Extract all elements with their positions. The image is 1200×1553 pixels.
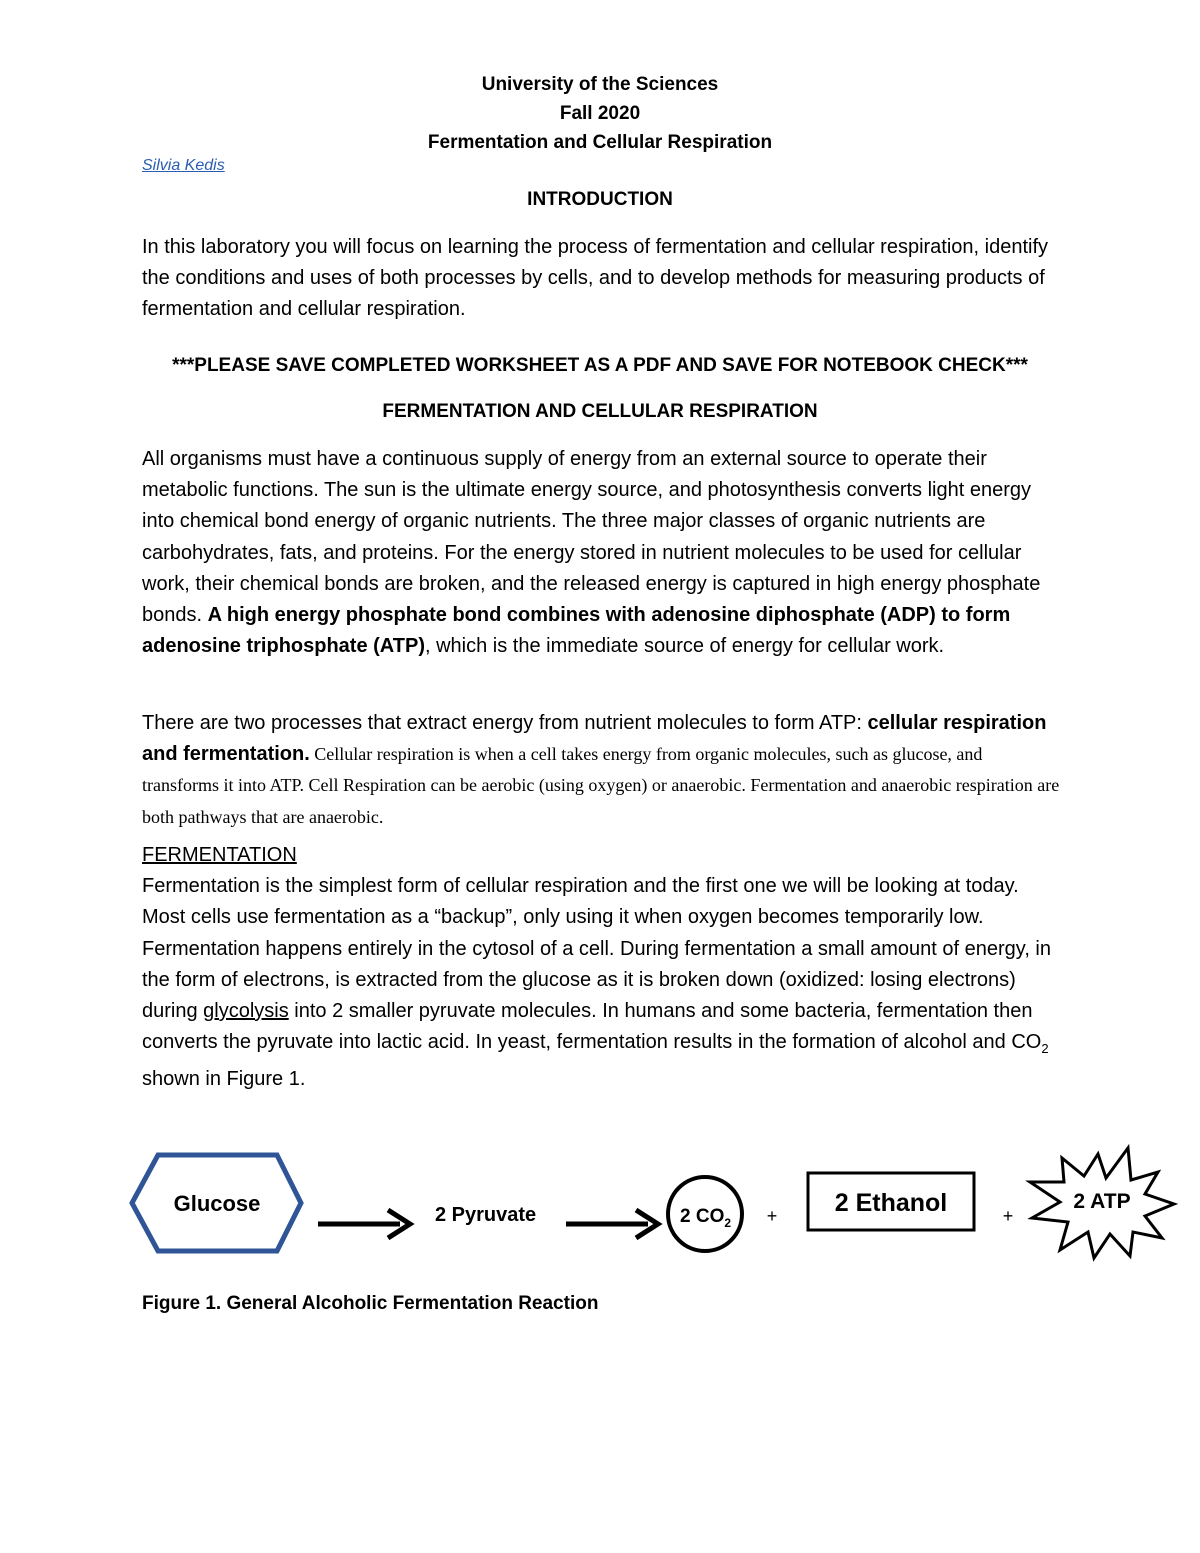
- energy-text-bold: A high energy phosphate bond combines with adenosine diphosphate (ADP) to form adenosine triphosphate (ATP): [142, 604, 1011, 658]
- plus-sign-1: +: [766, 1206, 778, 1226]
- energy-text-a: All organisms must have a continuous supply of energy from an external source to operate their metabolic functions. The sun is the ultimate energy source, and photosynthesis converts light energy into chemical bond energy of organic nutrients. The three major classes of organic nutrients are carbohydrates, fats, and proteins. For the energy stored in nutrient molecules to be used for cellular work, their chemical bonds are broken, and the released energy is captured in high energy phosphate bonds.: [142, 448, 1041, 627]
- term: Fall 2020: [559, 103, 641, 124]
- figure-caption: Figure 1. General Alcoholic Fermentation Reaction: [142, 1293, 599, 1314]
- arrow-glucose-to-pyruvate: [318, 1210, 410, 1238]
- university-name: University of the Sciences: [481, 74, 719, 95]
- fermentation-paragraph: [142, 871, 1062, 1095]
- glycolysis-link[interactable]: glycolysis: [203, 1000, 289, 1023]
- pyruvate-label: 2 Pyruvate: [435, 1204, 537, 1226]
- author-link[interactable]: Silvia Kedis: [142, 157, 225, 174]
- ethanol-label: 2 Ethanol: [834, 1189, 948, 1217]
- fermentation-reaction-diagram: [0, 1140, 1200, 1270]
- glucose-label: Glucose: [173, 1191, 261, 1216]
- fermentation-heading: FERMENTATION: [142, 844, 297, 866]
- save-notice: ***PLEASE SAVE COMPLETED WORKSHEET AS A PDF AND SAVE FOR NOTEBOOK CHECK***: [172, 355, 1028, 376]
- fermentation-text-a: Fermentation is the simplest form of cellular respiration and the first one we will be looking at today. Most cells use fermentation as a “backup”, only using it when oxygen becomes temporarily low. Fermentation happens entirely in the cytosol of a cell. During fermentation a small amount of energy, in the form of electrons, is extracted from the glucose as it is broken down (oxidized: losing electrons) during: [142, 875, 1051, 1023]
- section-heading: FERMENTATION AND CELLULAR RESPIRATION: [382, 401, 818, 422]
- energy-text-b: , which is the immediate source of energy for cellular work.: [424, 635, 945, 658]
- fermentation-text-c: shown in Figure 1.: [142, 1068, 306, 1091]
- co2-text: 2 CO: [680, 1206, 725, 1227]
- fermentation-section: [142, 840, 1062, 1096]
- intro-paragraph: In this laboratory you will focus on learning the process of fermentation and cellular respiration, identify the conditions and uses of both processes by cells, and to develop methods for measuring products of fermentation and cellular respiration.: [142, 236, 1049, 321]
- atp-label: 2 ATP: [1073, 1190, 1131, 1213]
- processes-text-bold: cellular respiration and fermentation.: [142, 712, 1047, 766]
- arrow-pyruvate-to-products: [566, 1210, 658, 1238]
- fermentation-co2-subscript: 2: [1041, 1041, 1049, 1057]
- energy-paragraph: [142, 444, 1062, 662]
- co2-label: [680, 1206, 731, 1230]
- processes-text-serif: Cellular respiration is when a cell takes energy from organic molecules, such as glucose, and transforms it into ATP. Cell Respiration can be aerobic (using oxygen) or anaerobic. Fermentation and anaerobic respiration are both pathways that are anaerobic.: [142, 744, 1060, 827]
- co2-subscript: 2: [724, 1216, 732, 1230]
- processes-text-a: There are two processes that extract energy from nutrient molecules to form ATP:: [142, 712, 868, 734]
- plus-sign-2: +: [1002, 1206, 1014, 1226]
- intro-heading: INTRODUCTION: [527, 189, 673, 210]
- fermentation-text-b: into 2 smaller pyruvate molecules. In humans and some bacteria, fermentation then converts the pyruvate into lactic acid. In yeast, fermentation results in the formation of alcohol and CO: [142, 1000, 1042, 1054]
- document-title: Fermentation and Cellular Respiration: [427, 132, 773, 153]
- processes-paragraph: [142, 708, 1062, 833]
